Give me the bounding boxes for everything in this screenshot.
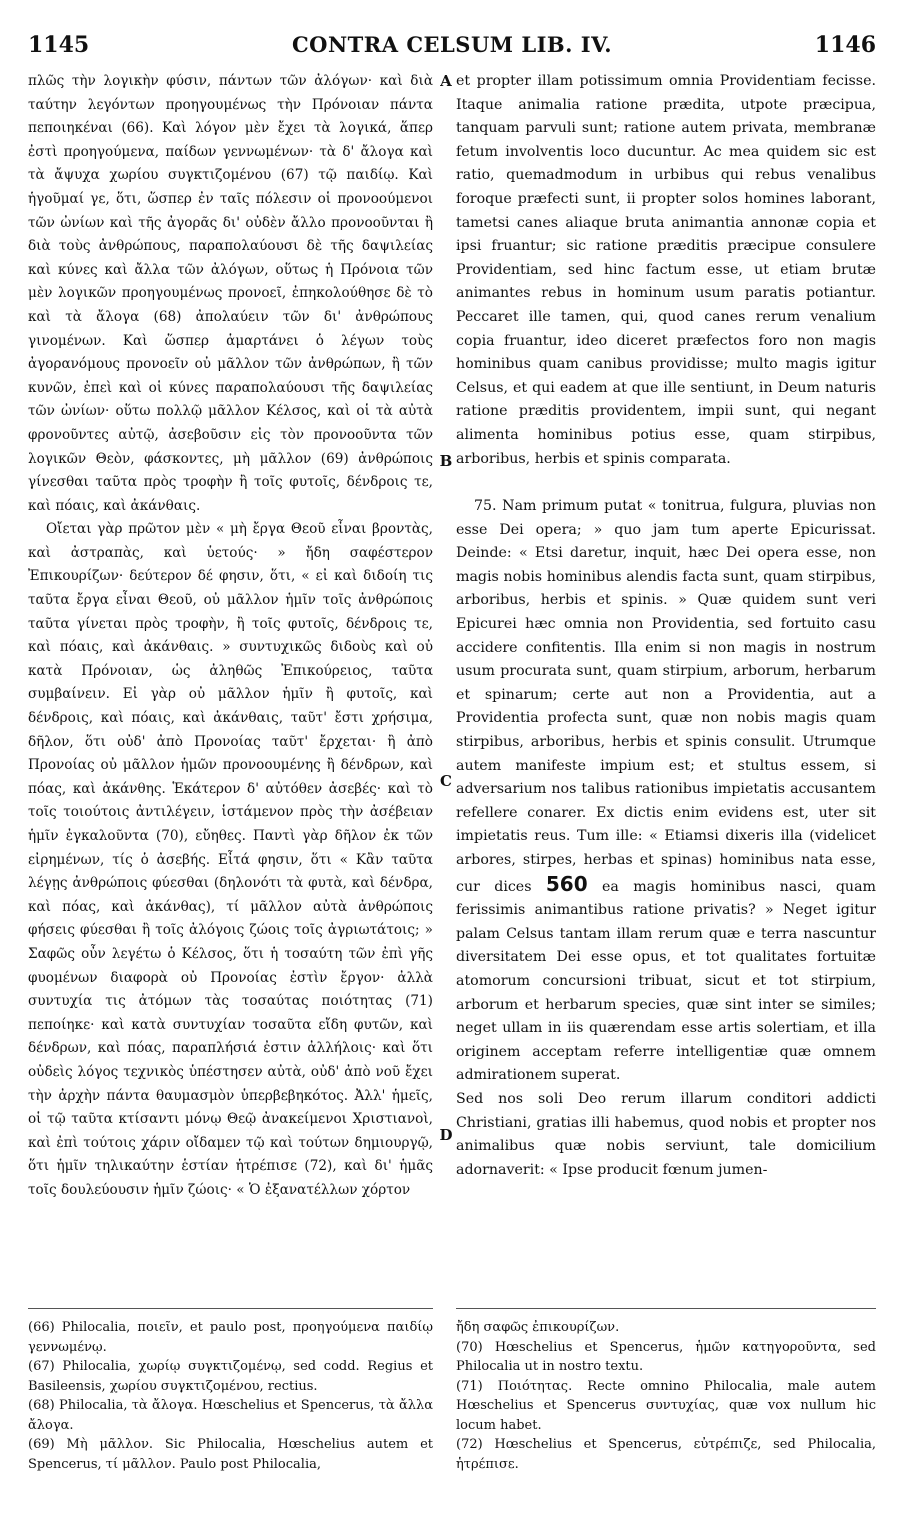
latin-text (456, 70, 876, 1182)
latin-paragraph-2 (456, 495, 876, 1088)
greek-text (28, 70, 433, 1203)
footnote-66: (66) Philocalia, ποιεῖν, et paulo post, προηγούμενα παιδίῳ γεννωμένῳ. (28, 1320, 433, 1355)
footnote-67: (67) Philocalia, χωρίῳ συγκτιζομένῳ, sed codd. Regius et Basileensis, χωρίου συγκτιζομένου, rectius. (28, 1359, 433, 1394)
footnote-70: (70) Hœschelius et Spencerus, ἡμῶν κατηγοροῦντα, sed Philocalia ut in nostro textu. (456, 1339, 876, 1374)
latin-paragraph-2-part-b: ea magis hominibus nasci, quam ferissimis animantibus ratione privatis? » Neget igitur palam Celsus tantam illam rerum quæ e terra nascuntur diversitatem Dei esse opus, et tot qualitates fortuitæ atomorum concursioni tribuat, sicut et tot stirpium, arborum et herbarum species, quæ sint inter se similes; neget ullam in iis quærendam esse artis solertiam, et illa originem acceptam referre intelligentiæ quæ omnem admirationem superat. (456, 878, 876, 1084)
greek-paragraph-1: πλῶς τὴν λογικὴν φύσιν, πάντων τῶν ἀλόγων· καὶ διὰ ταύτην λεγόντων προηγουμένως τὴν Πρόνοιαν πάντα πεποιηκέναι (66). Καὶ λόγον μὲν ἔχει τὰ λογικά, ἅπερ ἐστὶ προηγούμενα, παίδων γεννωμένων· τὰ δ' ἄλογα καὶ τὰ ἄψυχα χωρίου συγκτιζομένου (67) τῷ παιδίῳ. Καὶ ἡγοῦμαί γε, ὅτι, ὥσπερ ἐν ταῖς πόλεσιν οἱ προνοούμενοι τῶν ὠνίων καὶ τῆς ἀγορᾶς δι' οὐδὲν ἄλλο προνοοῦνται ἢ διὰ τοὺς ἀνθρώπους, παραπολαύουσι δὲ τῆς δαψιλείας καὶ κύνες καὶ ἄλλα τῶν ἀλόγων, οὕτως ἡ Πρόνοια τῶν μὲν λογικῶν προηγουμένως προνοεῖ, ἐπηκολούθησε δὲ τὸ καὶ τὰ ἄλογα (68) ἀπολαύειν τῶν δι' ἀνθρώπους γινομένων. Καὶ ὥσπερ ἁμαρτάνει ὁ λέγων τοὺς ἀγορανόμους προνοεῖν οὐ μᾶλλον τῶν ἀνθρώπων, ἢ τῶν κυνῶν, ἐπεὶ καὶ οἱ κύνες παραπολαύουσι τῆς δαψιλείας τῶν ὠνίων· οὕτω πολλῷ μᾶλλον Κέλσος, καὶ οἱ τὰ αὐτὰ φρονοῦντες αὐτῷ, ἀσεβοῦσιν εἰς τὸν προνοοῦντα τῶν λογικῶν Θεὸν, φάσκοντες, μὴ μᾶλλον (69) ἀνθρώποις γίνεσθαι ταῦτα πρὸς τροφὴν ἢ τοῖς φυτοῖς, δένδροις τε, καὶ πόαις, καὶ ἀκάνθαις. (28, 73, 433, 514)
margin-letter-a: A (440, 72, 452, 90)
margin-letter-c: C (440, 772, 452, 790)
latin-column (456, 70, 876, 1302)
section-number: 75. (474, 498, 497, 515)
page-number-right: 1146 (814, 32, 876, 58)
footnotes-right (456, 1318, 876, 1533)
latin-paragraph-1: et propter illam potissimum omnia Providentiam fecisse. Itaque animalia ratione prædita, utpote præcipua, tanquam parvuli sunt; ratione autem privata, membranæ fetum involventis loco ducuntur. Ac mea quidem sic est ratio, quemadmodum in urbibus qui rebus venalibus foroque præfecti sunt, ii propter solos homines laborant, tametsi canes aliaque bruta animantia annonæ copia et ipsi fruantur; sic ratione præditis præcipue consulere Providentiam, sed hinc factum esse, ut etiam brutæ animantes rebus in hominum usum paratis potiantur. Peccaret ille tamen, qui, quod canes rerum venalium copia fruantur, ideo diceret præfectos foro non magis hominibus quam canibus providisse; multo magis igitur Celsus, et qui eadem at que ille sentiunt, in Deum naturis ratione præditis providentem, impii sunt, qui negant alimenta hominibus potius esse, quam stirpibus, arboribus, herbis et spinis comparata. (456, 73, 876, 467)
footnote-71: (71) Ποιότητας. Recte omnino Philocalia, male autem Hœschelius et Spencerus συντυχίας, quæ vox nullum hic locum habet. (456, 1378, 876, 1433)
latin-paragraph-3: Sed nos soli Deo rerum illarum conditori addicti Christiani, gratias illi habemus, quod nobis et propter nos animalibus quæ nobis serviunt, tale domicilium adornaverit: « Ipse producit fœnum jumen- (456, 1090, 876, 1178)
footnote-68: (68) Philocalia, τὰ ἄλογα. Hœschelius et Spencerus, τὰ ἄλλα ἄλογα. (28, 1398, 433, 1433)
greek-paragraph-2: Οἴεται γὰρ πρῶτον μὲν « μὴ ἔργα Θεοῦ εἶναι βροντὰς, καὶ ἀστραπὰς, καὶ ὑετούς· » ἤδη σαφέστερον Ἐπικουρίζων· δεύτερον δέ φησιν, ὅτι, « εἰ καὶ διδοίη τις ταῦτα ἔργα εἶναι Θεοῦ, οὐ μᾶλλον ἡμῖν τοῖς ἀνθρώποις ταῦτα γίνεται πρὸς τροφὴν, ἢ τοῖς φυτοῖς, δένδροις τε, καὶ πόαις, καὶ ἀκάνθαις. » συντυχικῶς διδοὺς καὶ οὐ κατὰ Πρόνοιαν, ὡς ἀληθῶς Ἐπικούρειος, ταῦτα συμβαίνειν. Εἰ γὰρ οὐ μᾶλλον ἡμῖν ἢ φυτοῖς, καὶ δένδροις, καὶ πόαις, καὶ ἀκάνθαις, ταῦτ' ἔστι χρήσιμα, δῆλον, ὅτι οὐδ' ἀπὸ Προνοίας ταῦτ' ἔρχεται· ἢ ἀπὸ Προνοίας οὐ μᾶλλον ἡμῶν προνοουμένης ἢ δένδρων, καὶ πόας, καὶ ἀκάνθης. Ἑκάτερον δ' αὐτόθεν ἀσεβές· καὶ τὸ τοῖς τοιούτοις ἀντιλέγειν, ἱστάμενον πρὸς τὴν ἀσέβειαν ἡμῖν ἐγκαλοῦντα (70), εὔηθες. Παντὶ γὰρ δῆλον ἐκ τῶν εἰρημένων, τίς ὁ ἀσεβής. Εἶτά φησιν, ὅτι « Κἂν ταῦτα λέγῃς ἀνθρώποις φύεσθαι (δηλονότι τὰ φυτὰ, καὶ δένδρα, καὶ πόας, καὶ ἀκάνθας), τί μᾶλλον αὐτὰ ἀνθρώποις φήσεις φύεσθαι ἢ τοῖς ἀλόγοις ζώοις τοῖς ἀγριωτάτοις; » Σαφῶς οὖν λεγέτω ὁ Κέλσος, ὅτι ἡ τοσαύτη τῶν ἐπὶ γῆς φυομένων διαφορὰ οὐ Προνοίας ἐστὶν ἔργον· ἀλλὰ συντυχία τις ἀτόμων τὰς τοσαύτας ποιότητας (71) πεποίηκε· καὶ κατὰ συντυχίαν τοσαῦτα εἴδη φυτῶν, καὶ δένδρων, καὶ πόας, παραπλήσιά ἐστιν ἀλλήλοις· καὶ ὅτι οὐδεὶς λόγος τεχνικὸς ὑπέστησεν αὐτὰ, οὐδ' ἀπὸ νοῦ ἔχει τὴν ἀρχὴν πάντα θαυμασμὸν ὑπερβεβηκότος. Ἀλλ' ἡμεῖς, οἱ τῷ ταῦτα κτίσαντι μόνῳ Θεῷ ἀνακείμενοι Χριστιανοὶ, καὶ ἐπὶ τούτοις χάριν οἴδαμεν τῷ καὶ τούτων δημιουργῷ, ὅτι ἡμῖν τηλικαύτην ἑστίαν ἡτρέπισε (72), καὶ δι' ἡμᾶς τοῖς δουλεύουσιν ἡμῖν ζώοις· « Ὁ ἐξανατέλλων χόρτον (28, 521, 433, 1198)
running-title: CONTRA CELSUM LIB. IV. (291, 32, 613, 57)
footnote-divider-right (456, 1308, 876, 1309)
margin-letter-b: B (439, 452, 453, 470)
footnote-divider-left (28, 1308, 433, 1309)
page-number-left: 1145 (28, 32, 90, 58)
footnote-72: (72) Hœschelius et Spencerus, εὐτρέπιζε, sed Philocalia, ἡτρέπισε. (456, 1437, 876, 1472)
footnote-69: (69) Μὴ μᾶλλον. Sic Philocalia, Hœschelius autem et Spencerus, τί μᾶλλον. Paulo post Philocalia, (28, 1437, 433, 1472)
running-header (28, 30, 876, 66)
greek-column (28, 70, 433, 1302)
latin-paragraph-2-part-a: Nam primum putat « tonitrua, fulgura, pluvias non esse Dei opera; » quo jam tum aperte Epicurissat. Deinde: « Etsi daretur, inquit, hæc Dei opera esse, non magis nobis hominibus alendis facta sunt, quam stirpibus, arboribus, herbis et spinis. » Quæ quidem sunt veri Epicurei hæc omnia non Providentia, sed fortuito casu accidere confitentis. Illa enim si non magis in nostrum usum procurata sunt, quam stirpium, arborum, herbarum et spinarum; certe aut non a Providentia, aut a Providentia profecta sunt, quæ non nobis magis quam stirpibus, arboribus, herbis et spinis consulit. Utrumque autem manifeste impium est; et stultus essem, si adversarium nos talibus rationibus impietatis accusantem refellere conarer. Ex dictis enim evidens est, uter sit impietatis reus. Tum ille: « Etiamsi dixeris illa (videlicet arbores, stirpes, herbas et spinas) hominibus nata esse, cur dices (456, 498, 876, 895)
footnote-69-continued: ἤδη σαφῶς ἐπικουρίζων. (456, 1320, 620, 1335)
margin-letter-d: D (439, 1126, 453, 1144)
footnotes-left (28, 1318, 433, 1533)
column-marker-number: 560 (545, 871, 588, 896)
